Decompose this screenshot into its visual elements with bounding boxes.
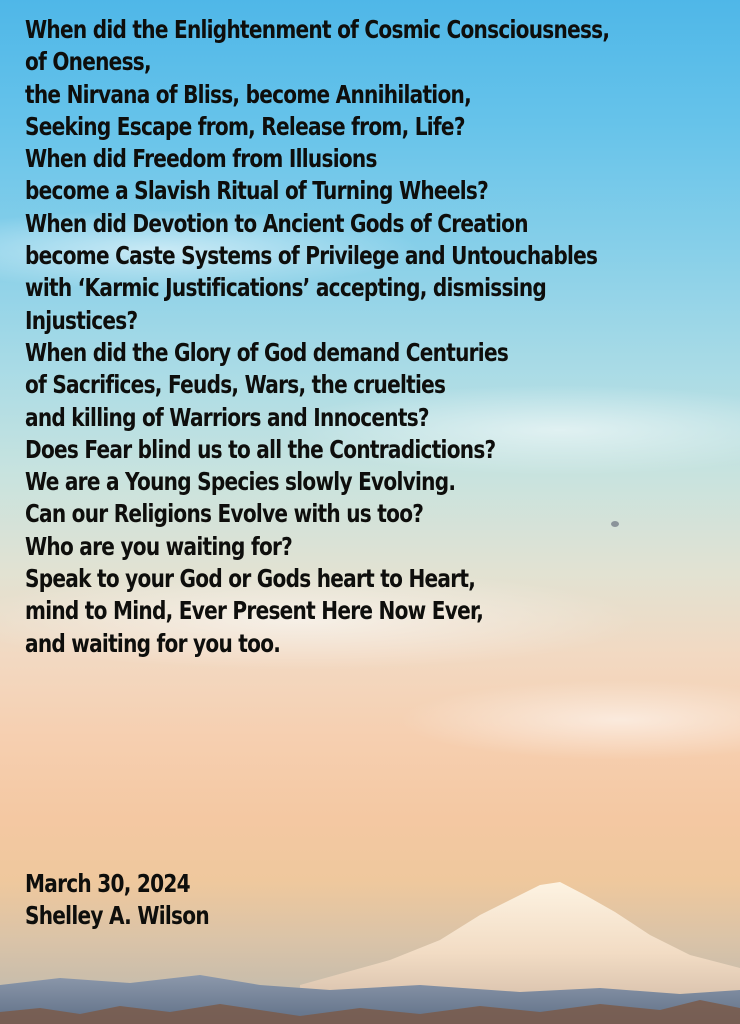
poem-line: of Sacrifices, Feuds, Wars, the cruelties (25, 370, 446, 400)
poem-text (25, 14, 610, 660)
poem-line: Does Fear blind us to all the Contradictions? (25, 434, 496, 464)
poem-line: become a Slavish Ritual of Turning Wheels? (25, 176, 489, 206)
poem-line: mind to Mind, Ever Present Here Now Ever, (25, 596, 484, 626)
poem-line: the Nirvana of Bliss, become Annihilation, (25, 79, 471, 109)
poem-line: of Oneness, (25, 47, 151, 77)
cloud-haze (400, 680, 740, 760)
poem-line: Can our Religions Evolve with us too? (25, 499, 424, 529)
poem-line: with ‘Karmic Justifications’ accepting, dismissing (25, 273, 547, 303)
poem-line: Injustices? (25, 305, 138, 335)
poem-line: become Caste Systems of Privilege and Untouchables (25, 241, 598, 271)
poem-author: Shelley A. Wilson (25, 901, 209, 931)
poem-line: We are a Young Species slowly Evolving. (25, 467, 456, 497)
poem-line: Who are you waiting for? (25, 531, 293, 561)
snowy-mountain (300, 882, 740, 1000)
poem-line: When did Devotion to Ancient Gods of Creation (25, 208, 528, 238)
poem-line: When did the Enlightenment of Cosmic Consciousness, (25, 15, 610, 44)
poem-signature (25, 868, 209, 933)
poem-line: Speak to your God or Gods heart to Heart, (25, 564, 476, 594)
poem-line: When did the Glory of God demand Centuries (25, 337, 509, 367)
poem-line: and killing of Warriors and Innocents? (25, 402, 429, 432)
poem-line: and waiting for you too. (25, 628, 281, 658)
bird-speck (611, 521, 619, 527)
poem-line: When did Freedom from Illusions (25, 144, 377, 174)
poem-line: Seeking Escape from, Release from, Life? (25, 111, 465, 141)
poem-date: March 30, 2024 (25, 869, 190, 898)
